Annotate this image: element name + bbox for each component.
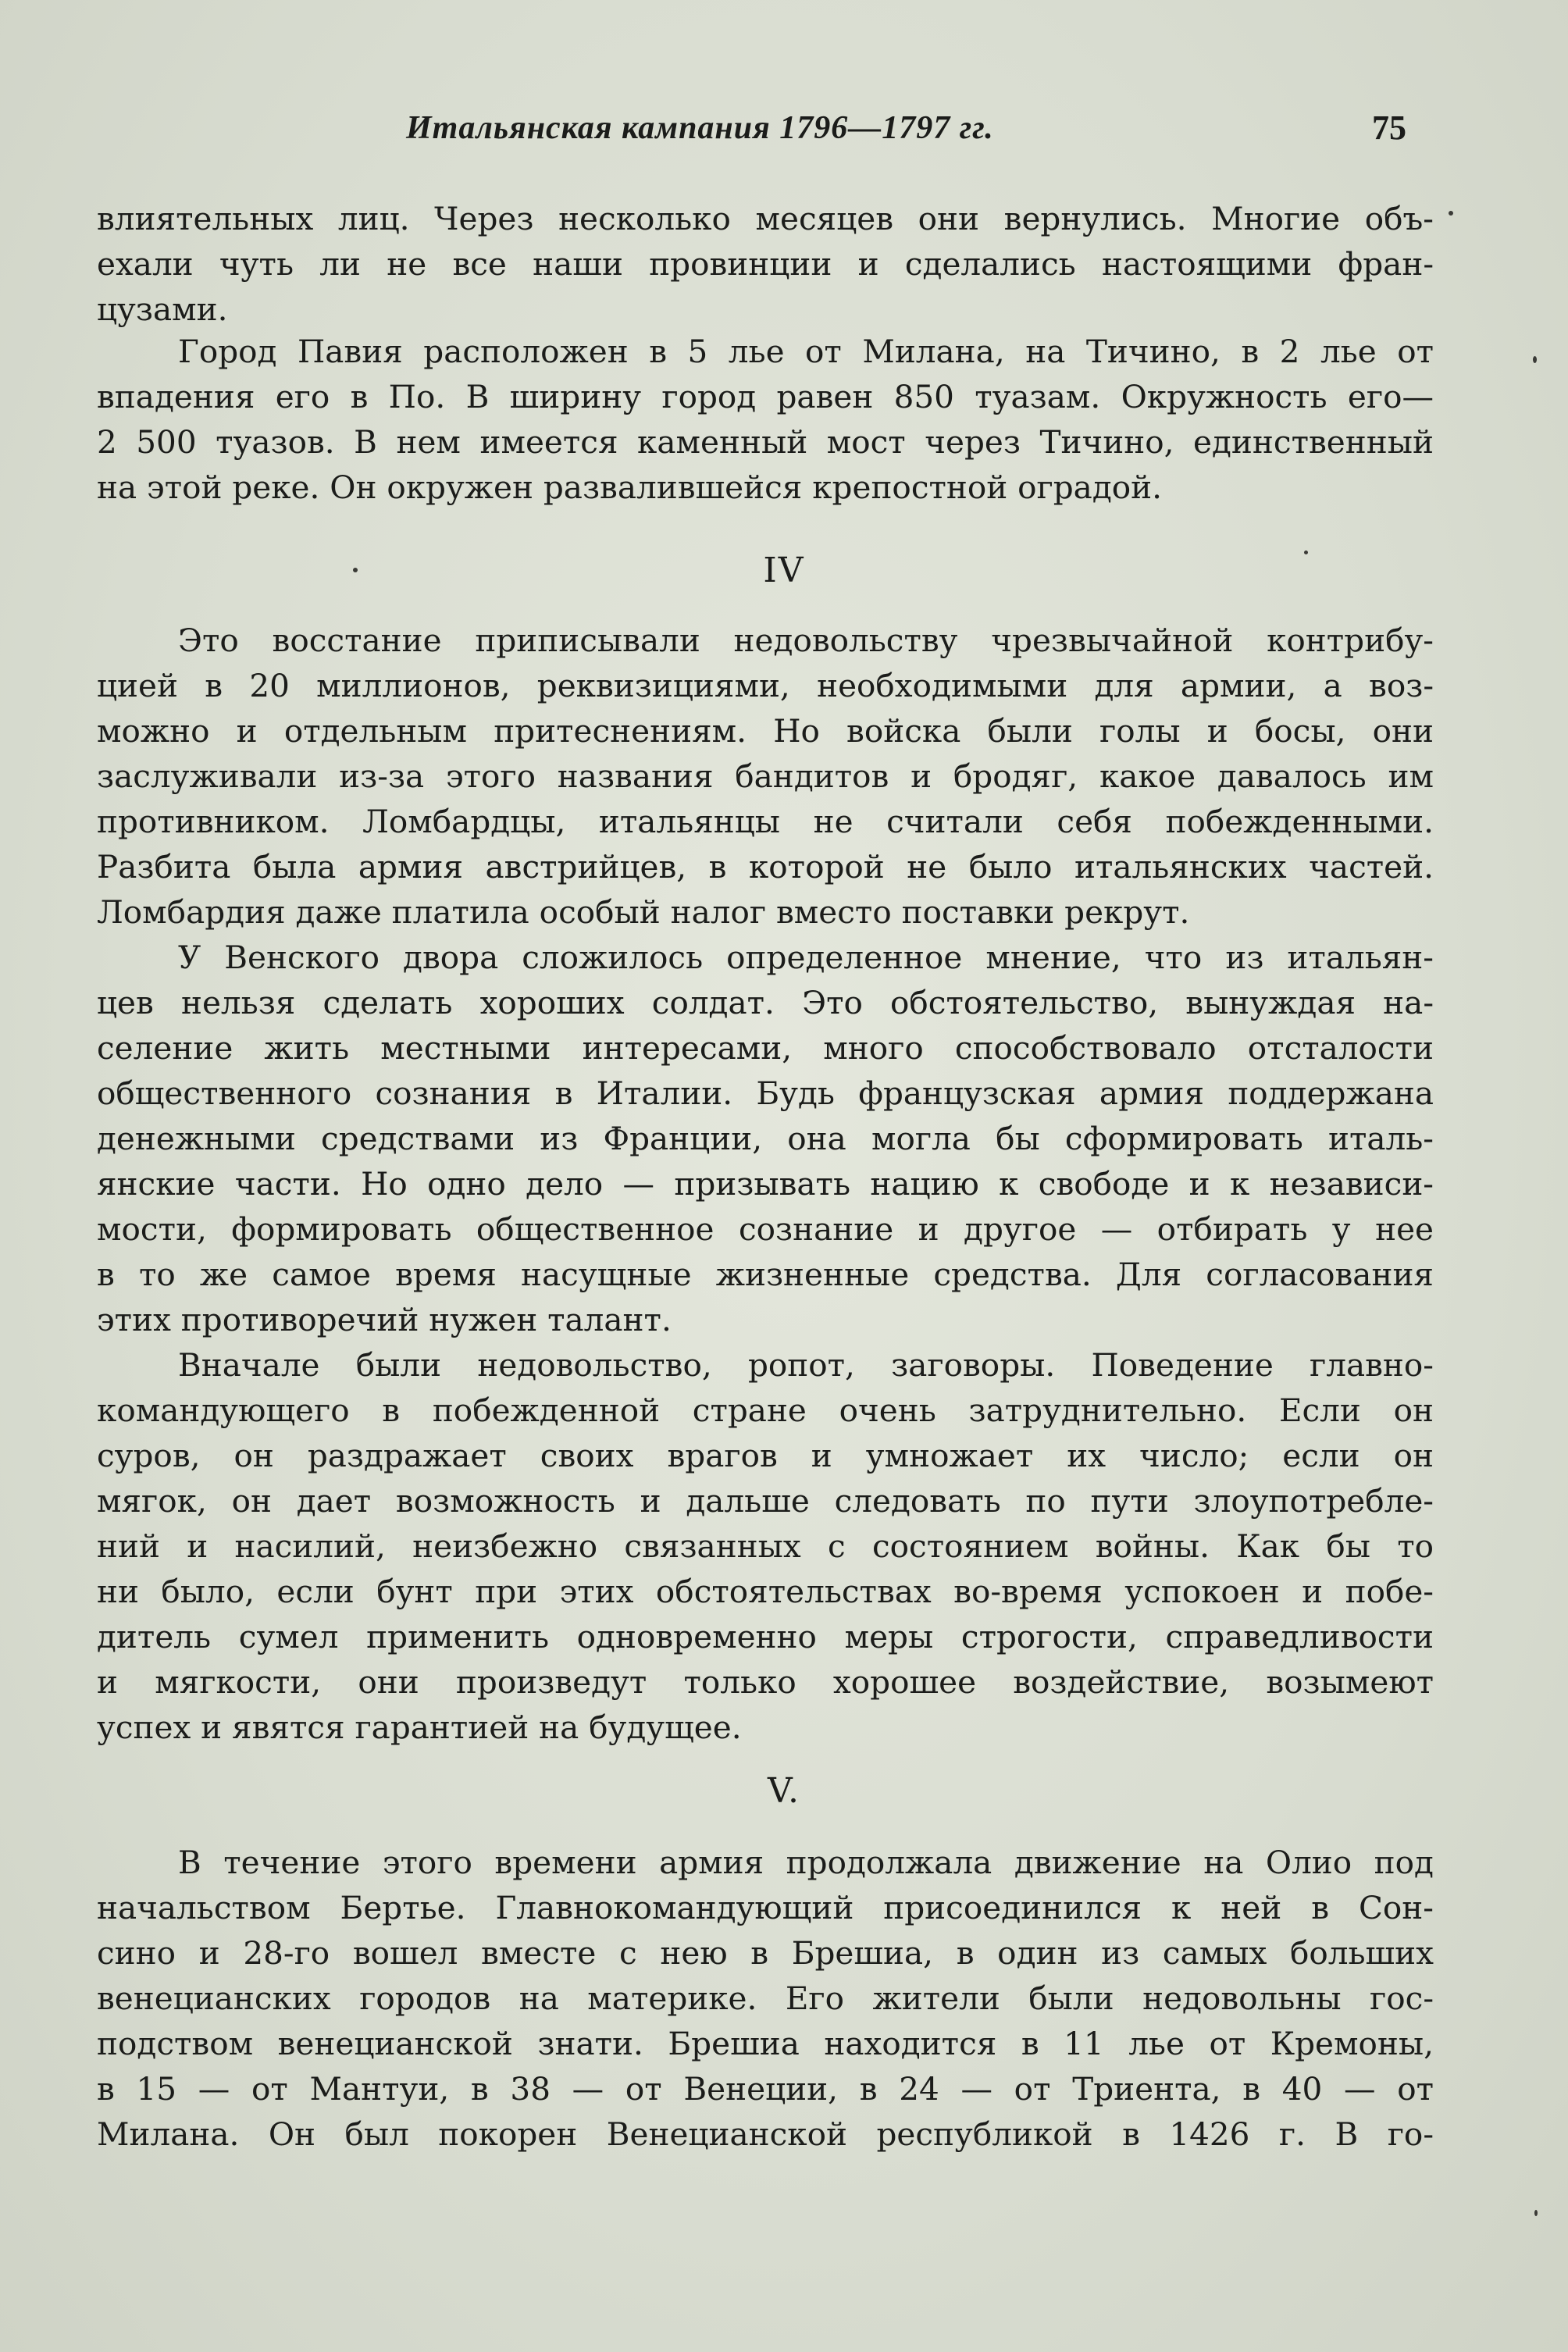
text-line: успех и явятся гарантией на будущее. (97, 1709, 742, 1746)
text-line: цузами. (97, 290, 228, 328)
text-line: командующего в побежденной стране очень затруднительно. Если он (97, 1392, 1434, 1429)
text-line: дитель сумел применить одновременно меры строгости, справедливости (97, 1618, 1434, 1655)
text-line: впадения его в По. В ширину город равен 850 туазам. Окружность его— (97, 378, 1434, 415)
text-line: Вначале были недовольство, ропот, заговоры. Поведение главно- (178, 1346, 1434, 1384)
scan-speck (353, 568, 358, 572)
text-line: можно и отдельным притеснениям. Но войска были голы и босы, они (97, 712, 1434, 750)
scan-speck (1533, 356, 1537, 363)
text-line: общественного сознания в Италии. Будь французская армия поддержана (97, 1074, 1434, 1112)
text-line: У Венского двора сложилось определенное мнение, что из итальян- (178, 939, 1434, 976)
paragraph (97, 935, 1434, 1342)
text-line: начальством Бертье. Главнокомандующий присоединился к ней в Сон- (97, 1889, 1434, 1926)
running-title: Итальянская кампания 1796—1797 гг. (406, 110, 994, 146)
text-line: 2 500 туазов. В нем имеется каменный мост через Тичино, единственный (97, 423, 1434, 461)
text-line: суров, он раздражает своих врагов и умножает их число; если он (97, 1437, 1434, 1474)
text-line: В течение этого времени армия продолжала движение на Олио под (178, 1844, 1434, 1881)
text-line: ний и насилий, неизбежно связанных с состоянием войны. Как бы то (97, 1527, 1434, 1565)
text-line: мости, формировать общественное сознание и другое — отбирать у нее (97, 1210, 1434, 1248)
text-line: янские части. Но одно дело — призывать нацию к свободе и к независи- (97, 1165, 1434, 1203)
text-line: ехали чуть ли не все наши провинции и сделались настоящими фран- (97, 245, 1434, 283)
text-line: заслуживали из-за этого названия бандитов и бродяг, какое давалось им (97, 757, 1434, 795)
text-line: и мягкости, они произведут только хорошее воздействие, возымеют (97, 1663, 1434, 1701)
text-line: подством венецианской знати. Брешиа находится в 11 лье от Кремоны, (97, 2025, 1434, 2062)
text-line: Город Павия расположен в 5 лье от Милана, на Тичино, в 2 лье от (178, 333, 1434, 370)
text-line: Ломбардия даже платила особый налог вместо поставки рекрут. (97, 893, 1190, 931)
paragraph (97, 618, 1434, 935)
scan-speck (1534, 2210, 1538, 2216)
paragraph (97, 1342, 1434, 1750)
section-heading: V. (767, 1771, 801, 1811)
section-heading: IV (763, 551, 805, 590)
paragraph (97, 1840, 1434, 2157)
text-line: на этой реке. Он окружен развалившейся крепостной оградой. (97, 469, 1163, 506)
text-line: в 15 — от Мантуи, в 38 — от Венеции, в 24 — от Триента, в 40 — от (97, 2070, 1434, 2108)
paragraph (97, 196, 1434, 332)
scan-speck (1449, 211, 1453, 216)
text-line: противником. Ломбардцы, итальянцы не считали себя побежденными. (97, 803, 1434, 840)
text-line: мягок, он дает возможность и дальше следовать по пути злоупотребле- (97, 1482, 1434, 1520)
text-line: цев нельзя сделать хороших солдат. Это обстоятельство, вынуждая на- (97, 984, 1434, 1021)
text-line: селение жить местными интересами, много способствовало отсталости (97, 1029, 1434, 1067)
text-line: Милана. Он был покорен Венецианской республикой в 1426 г. В го- (97, 2115, 1434, 2153)
paragraph (97, 329, 1434, 510)
text-line: ни было, если бунт при этих обстоятельствах во-время успокоен и побе- (97, 1573, 1434, 1610)
text-line: Разбита была армия австрийцев, в которой не было итальянских частей. (97, 848, 1434, 886)
text-line: венецианских городов на материке. Его жители были недовольны гос- (97, 1980, 1434, 2017)
text-line: цией в 20 миллионов, реквизициями, необходимыми для армии, а воз- (97, 667, 1434, 704)
text-line: денежными средствами из Франции, она могла бы сформировать италь- (97, 1120, 1434, 1157)
text-line: влиятельных лиц. Через несколько месяцев они вернулись. Многие объ- (97, 200, 1434, 237)
text-line: этих противоречий нужен талант. (97, 1301, 672, 1338)
text-line: в то же самое время насущные жизненные средства. Для согласования (97, 1256, 1434, 1293)
scan-speck (1304, 551, 1308, 554)
text-line: Это восстание приписывали недовольству чрезвычайной контрибу- (178, 622, 1434, 659)
page-number: 75 (1372, 109, 1406, 147)
text-line: сино и 28-го вошел вместе с нею в Брешиа, в один из самых больших (97, 1934, 1434, 1972)
